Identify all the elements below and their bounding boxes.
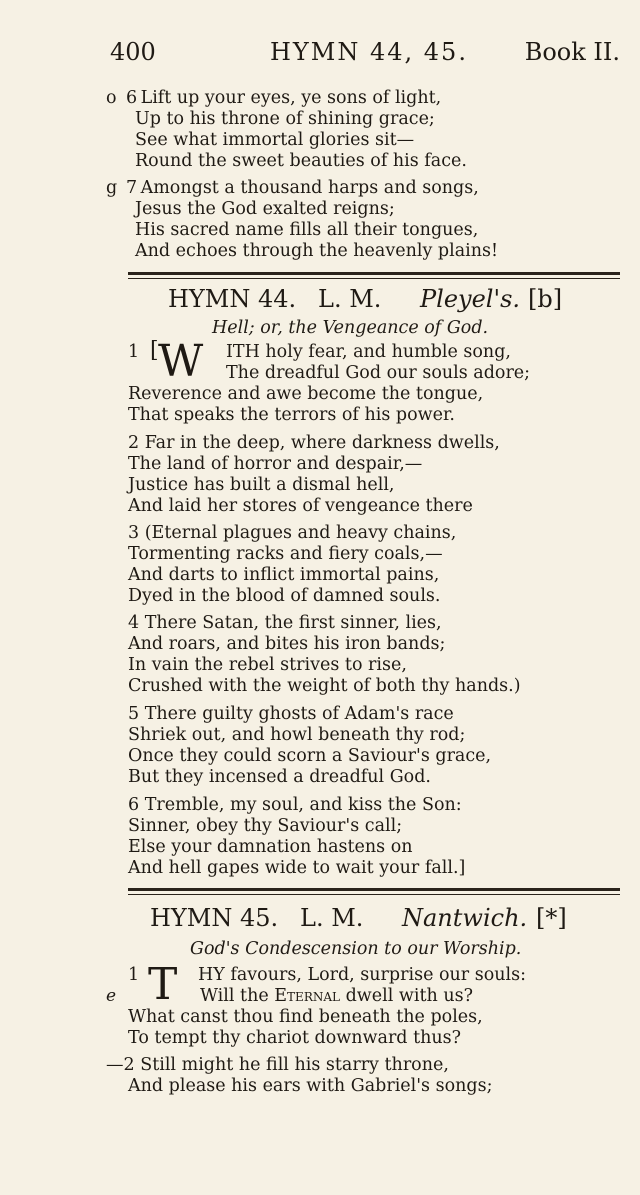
verse-line: Once they could scorn a Saviour's grace, — [128, 746, 492, 766]
stanza-number: 6 — [126, 88, 138, 108]
dynamic-mark: g — [106, 178, 118, 198]
stanza-number: 4 — [128, 613, 140, 633]
stanza-number: 5 — [128, 704, 140, 724]
dynamic-mark: o — [106, 88, 117, 108]
verse-line: And laid her stores of vengeance there — [128, 496, 473, 516]
verse-line: 4 There Satan, the first sinner, lies, — [128, 613, 442, 633]
hymn-44-subtitle: Hell; or, the Vengeance of God. — [212, 318, 489, 338]
verse-line: Round the sweet beauties of his face. — [135, 151, 467, 171]
hymn-45-stanza-1 — [128, 959, 640, 1049]
hymn-mark: [*] — [536, 904, 567, 932]
stanza-6-prev — [106, 88, 626, 172]
drop-capital: W — [158, 336, 204, 387]
verse-line: And hell gapes wide to wait your fall.] — [128, 858, 466, 878]
drop-capital: T — [148, 959, 178, 1010]
stanza-number: 1 — [128, 965, 140, 985]
header-title: HYMN 44, 45. — [270, 38, 468, 66]
hymn-meter: L. M. — [318, 285, 382, 313]
hymn-tune: Pleyel's. — [420, 285, 521, 313]
verse-line: Crushed with the weight of both thy hands.) — [128, 676, 521, 696]
verse-line: 3 (Eternal plagues and heavy chains, — [128, 523, 457, 543]
verse-line: And please his ears with Gabriel's songs; — [128, 1076, 493, 1096]
verse-line: Tormenting racks and fiery coals,— — [128, 544, 443, 564]
hymn-44-stanza-1 — [128, 336, 640, 426]
verse-line: 6 Tremble, my soul, and kiss the Son: — [128, 795, 462, 815]
verse-line: Shriek out, and howl beneath thy rod; — [128, 725, 466, 745]
running-header — [110, 38, 620, 72]
verse-line: g 7 Amongst a thousand harps and songs, — [106, 178, 479, 198]
verse-line: Justice has built a dismal hell, — [128, 475, 395, 495]
verse-line: ITH holy fear, and humble song, — [226, 342, 511, 362]
open-bracket: [ — [150, 338, 159, 363]
verse-line: And roars, and bites his iron bands; — [128, 634, 446, 654]
verse-line: But they incensed a dreadful God. — [128, 767, 431, 787]
hymn-number: HYMN 44. — [168, 285, 297, 313]
verse-line: Jesus the God exalted reigns; — [135, 199, 395, 219]
stanza-number: 1 — [128, 342, 140, 362]
stanza-7-prev — [106, 178, 626, 262]
book-label: Book II. — [524, 38, 620, 66]
stanza-number: 3 — [128, 523, 140, 543]
verse-line: See what immortal glories sit— — [135, 130, 415, 150]
margin-mark: e — [106, 986, 117, 1006]
verse-line: The land of horror and despair,— — [128, 454, 423, 474]
verse-line: Up to his throne of shining grace; — [135, 109, 435, 129]
verse-line: —2 Still might he fill his starry throne, — [106, 1055, 449, 1075]
section-rule-thin — [128, 278, 620, 279]
hymn-44-stanza-5 — [128, 704, 640, 788]
hymn-44-stanza-2 — [128, 433, 640, 517]
verse-line: Sinner, obey thy Saviour's call; — [128, 816, 403, 836]
stanza-number: —2 — [106, 1055, 135, 1075]
verse-line: o 6 Lift up your eyes, ye sons of light, — [106, 88, 442, 108]
section-rule — [128, 272, 620, 275]
hymn-number: HYMN 45. — [150, 904, 279, 932]
hymn-44-stanza-4 — [128, 613, 640, 697]
verse-line: That speaks the terrors of his power. — [128, 405, 455, 425]
hymn-mark: [b] — [528, 285, 563, 313]
stanza-number: 6 — [128, 795, 140, 815]
verse-line: To tempt thy chariot downward thus? — [128, 1028, 462, 1048]
section-rule-thin — [128, 894, 620, 895]
hymn-45-subtitle: God's Condescension to our Worship. — [190, 939, 522, 959]
hymn-meter: L. M. — [300, 904, 364, 932]
stanza-number: 7 — [126, 178, 138, 198]
verse-line: HY favours, Lord, surprise our souls: — [198, 965, 526, 985]
verse-line: Dyed in the blood of damned souls. — [128, 586, 441, 606]
verse-line: And darts to inflict immortal pains, — [128, 565, 440, 585]
hymn-44-stanza-3 — [128, 523, 640, 607]
hymn-45-stanza-2 — [106, 1055, 626, 1097]
verse-line: And echoes through the heavenly plains! — [135, 241, 499, 261]
verse-line: Else your damnation hastens on — [128, 837, 413, 857]
stanza-number: 2 — [128, 433, 140, 453]
verse-line: What canst thou find beneath the poles, — [128, 1007, 483, 1027]
hymn-tune: Nantwich. — [402, 904, 528, 932]
verse-line: His sacred name fills all their tongues, — [135, 220, 479, 240]
section-rule — [128, 888, 620, 891]
verse-line: 5 There guilty ghosts of Adam's race — [128, 704, 454, 724]
verse-line: Reverence and awe become the tongue, — [128, 384, 484, 404]
verse-line: 2 Far in the deep, where darkness dwells, — [128, 433, 500, 453]
page-number: 400 — [110, 38, 156, 66]
verse-line: The dreadful God our souls adore; — [226, 363, 531, 383]
verse-line: In vain the rebel strives to rise, — [128, 655, 407, 675]
hymn-44-stanza-6 — [128, 795, 640, 879]
verse-line: Will the Eternal dwell with us? — [200, 986, 473, 1006]
